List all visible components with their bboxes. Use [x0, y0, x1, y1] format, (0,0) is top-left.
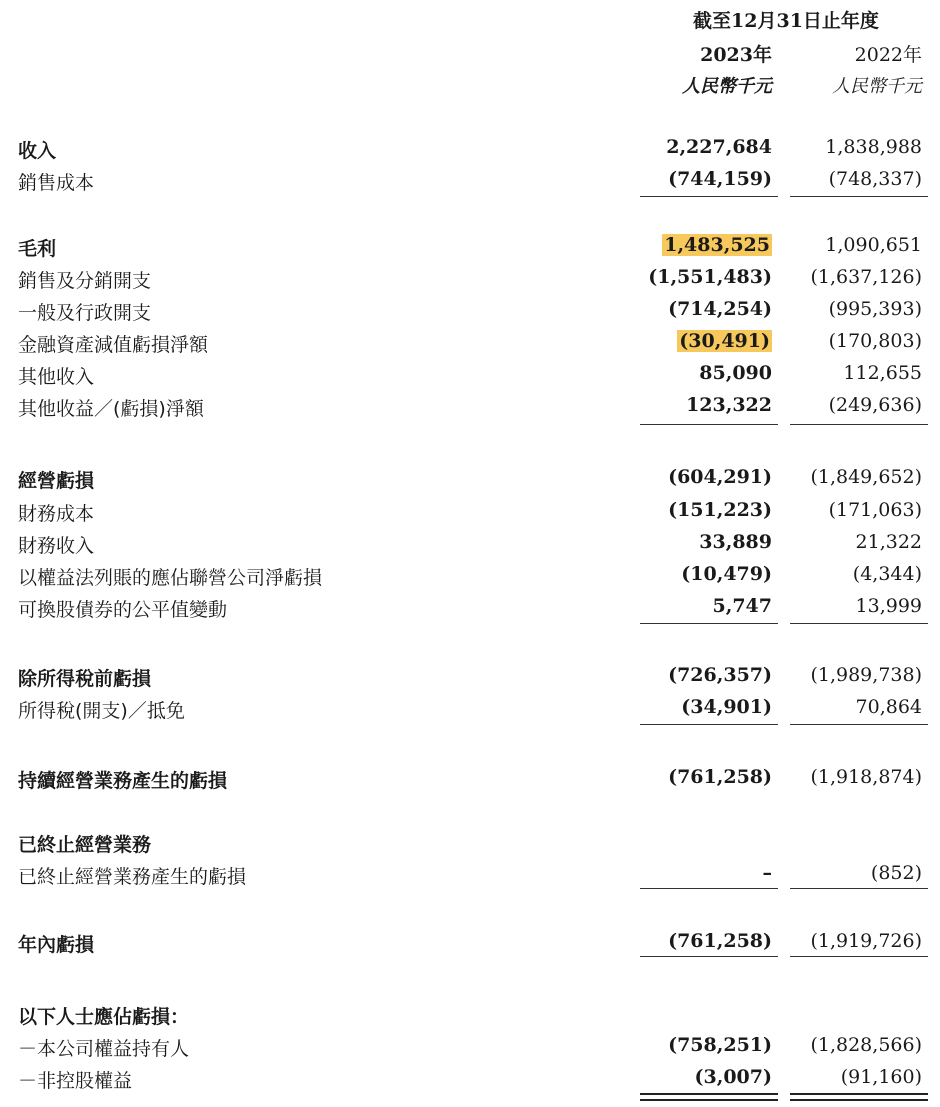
unit-2023-header: 人民幣千元: [682, 76, 772, 97]
value-2023: (151,223): [668, 499, 772, 521]
value-2022: (171,063): [828, 499, 922, 521]
value-2023: (34,901): [681, 696, 772, 718]
value-2022: (748,337): [828, 168, 922, 190]
table-row-attributable-heading: [0, 998, 940, 1028]
subtotal-rule: [790, 724, 928, 725]
row-label: 除所得稅前虧損: [18, 668, 152, 690]
value-2023: (761,258): [668, 766, 772, 788]
row-label: 毛利: [18, 238, 57, 260]
value-2023: 123,322: [686, 394, 772, 416]
value-2023: (1,551,483): [648, 266, 772, 288]
value-2022: (1,918,874): [810, 766, 922, 788]
table-row-owners: [0, 1030, 940, 1060]
table-row-discontinued-heading: [0, 826, 940, 856]
table-row-discontinued-loss: [0, 858, 940, 888]
row-label: 一般及行政開支: [18, 302, 152, 324]
value-2022: 1,838,988: [825, 136, 922, 158]
row-label: 持續經營業務產生的虧損: [18, 770, 228, 792]
subtotal-rule: [640, 724, 778, 725]
row-label: 銷售成本: [18, 172, 95, 194]
table-row-income-tax: [0, 692, 940, 722]
value-2023: 2,227,684: [666, 136, 772, 158]
table-row-finance-costs: [0, 495, 940, 525]
value-2023: [634, 234, 772, 256]
subtotal-rule: [640, 196, 778, 197]
row-label: 其他收入: [18, 366, 95, 388]
table-row-convertible: [0, 591, 940, 621]
table-row-other-gains: [0, 390, 940, 420]
value-2023: (604,291): [668, 466, 772, 488]
value-2023: (726,357): [668, 664, 772, 686]
table-row-admin-expenses: [0, 294, 940, 324]
table-row-impairment: [0, 326, 940, 356]
row-label: 所得稅(開支)／抵免: [18, 700, 185, 722]
value-2023: (761,258): [668, 930, 772, 952]
row-label: 財務成本: [18, 503, 95, 525]
table-row-gross-profit: [0, 230, 940, 260]
value-2022: (995,393): [828, 298, 922, 320]
year-2022-header: 2022年: [854, 44, 922, 66]
value-2023: –: [762, 862, 772, 884]
table-row-cost-of-sales: [0, 164, 940, 194]
row-label: 財務收入: [18, 535, 95, 557]
highlight-mark: 1,483,525: [664, 234, 770, 256]
table-row-finance-income: [0, 527, 940, 557]
value-2023: 5,747: [712, 595, 772, 617]
value-2023: [634, 330, 772, 352]
value-2022: 70,864: [855, 696, 922, 718]
value-2022: (170,803): [828, 330, 922, 352]
subtotal-rule: [790, 623, 928, 624]
subtotal-rule: [640, 956, 778, 957]
table-row-associates: [0, 559, 940, 589]
value-2022: (249,636): [828, 394, 922, 416]
section-heading: 以下人士應佔虧損：: [18, 1006, 190, 1028]
table-row-loss-before-tax: [0, 660, 940, 690]
highlight-mark: (30,491): [679, 330, 770, 352]
table-row-revenue: [0, 132, 940, 162]
value-2022: 112,655: [843, 362, 922, 384]
value-2022: (1,828,566): [810, 1034, 922, 1056]
row-label: 年內虧損: [18, 934, 95, 956]
value-2023: 33,889: [699, 531, 772, 553]
value-2022: (4,344): [852, 563, 922, 585]
row-label: －本公司權益持有人: [18, 1038, 190, 1060]
value-2023: 85,090: [699, 362, 772, 384]
row-label: 銷售及分銷開支: [18, 270, 152, 292]
value-2022: 21,322: [855, 531, 922, 553]
section-heading: 已終止經營業務: [18, 834, 152, 856]
table-row-year-loss: [0, 926, 940, 956]
value-2022: (1,989,738): [810, 664, 922, 686]
subtotal-rule: [640, 424, 778, 425]
value-2022: (852): [870, 862, 922, 884]
value-2023: (714,254): [668, 298, 772, 320]
value-2022: (1,849,652): [810, 466, 922, 488]
table-row-nci: [0, 1062, 940, 1092]
row-label: 金融資產減值虧損淨額: [18, 334, 209, 356]
row-label: －非控股權益: [18, 1070, 133, 1092]
unit-2022-header: 人民幣千元: [832, 76, 922, 97]
value-2023: (3,007): [694, 1066, 772, 1088]
row-label: 經營虧損: [18, 470, 95, 492]
value-2022: (1,637,126): [810, 266, 922, 288]
total-double-rule: [790, 1093, 928, 1101]
value-2022: (1,919,726): [810, 930, 922, 952]
subtotal-rule: [790, 196, 928, 197]
value-2023: (758,251): [668, 1034, 772, 1056]
row-label: 其他收益／(虧損)淨額: [18, 398, 204, 420]
value-2022: 13,999: [855, 595, 922, 617]
subtotal-rule: [790, 888, 928, 889]
period-header: 截至12月31日止年度: [693, 10, 879, 32]
subtotal-rule: [640, 623, 778, 624]
row-label: 收入: [18, 140, 57, 162]
year-2023-header: 2023年: [700, 44, 772, 66]
value-2022: 1,090,651: [825, 234, 922, 256]
value-2023: (744,159): [668, 168, 772, 190]
total-double-rule: [640, 1093, 778, 1101]
table-row-other-income: [0, 358, 940, 388]
subtotal-rule: [640, 888, 778, 889]
row-label: 已終止經營業務產生的虧損: [18, 866, 247, 888]
table-row-operating-loss: [0, 462, 940, 492]
row-label: 以權益法列賬的應佔聯營公司淨虧損: [18, 567, 323, 589]
table-row-selling-expenses: [0, 262, 940, 292]
table-row-continuing-loss: [0, 762, 940, 792]
value-2022: (91,160): [840, 1066, 922, 1088]
subtotal-rule: [790, 956, 928, 957]
row-label: 可換股債券的公平值變動: [18, 599, 228, 621]
value-2023: (10,479): [681, 563, 772, 585]
subtotal-rule: [790, 424, 928, 425]
